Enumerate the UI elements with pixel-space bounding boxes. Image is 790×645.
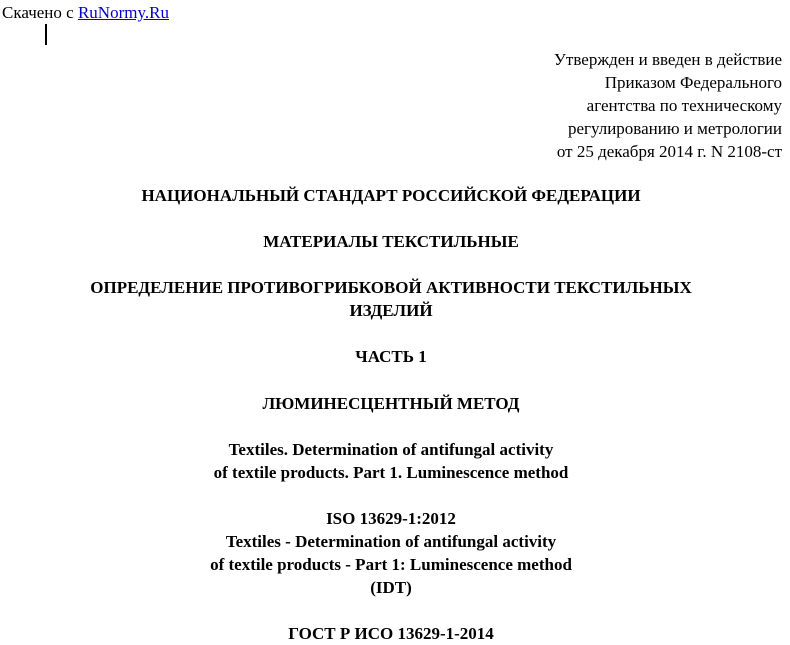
standard-method: ЛЮМИНЕСЦЕНТНЫЙ МЕТОД <box>262 394 520 413</box>
approval-line: агентства по техническому <box>586 96 782 115</box>
text-cursor <box>45 24 47 45</box>
source-prefix: Скачено с <box>2 3 78 22</box>
approval-line: от 25 декабря 2014 г. N 2108-ст <box>556 142 782 161</box>
iso-reference: ISO 13629-1:2012 Textiles - Determination of antifungal activity of textile products - Part 1: Luminescence method (IDT) <box>210 509 572 597</box>
gost-number: ГОСТ Р ИСО 13629-1-2014 <box>288 624 494 643</box>
standard-subject: ОПРЕДЕЛЕНИЕ ПРОТИВОГРИБКОВОЙ АКТИВНОСТИ ТЕКСТИЛЬНЫХ ИЗДЕЛИЙ <box>90 278 692 320</box>
source-line <box>2 3 169 23</box>
source-link[interactable]: RuNormy.Ru <box>77 3 169 22</box>
standard-part: ЧАСТЬ 1 <box>355 347 427 366</box>
approval-line: регулированию и метрологии <box>567 119 782 138</box>
approval-line: Приказом Федерального <box>604 73 782 92</box>
national-standard-title: НАЦИОНАЛЬНЫЙ СТАНДАРТ РОССИЙСКОЙ ФЕДЕРАЦИИ <box>141 186 641 205</box>
approval-line: Утвержден и введен в действие <box>553 50 782 69</box>
english-title: Textiles. Determination of antifungal activity of textile products. Part 1. Luminescence method <box>213 440 569 482</box>
standard-category: МАТЕРИАЛЫ ТЕКСТИЛЬНЫЕ <box>263 232 519 251</box>
approval-block <box>554 48 782 163</box>
